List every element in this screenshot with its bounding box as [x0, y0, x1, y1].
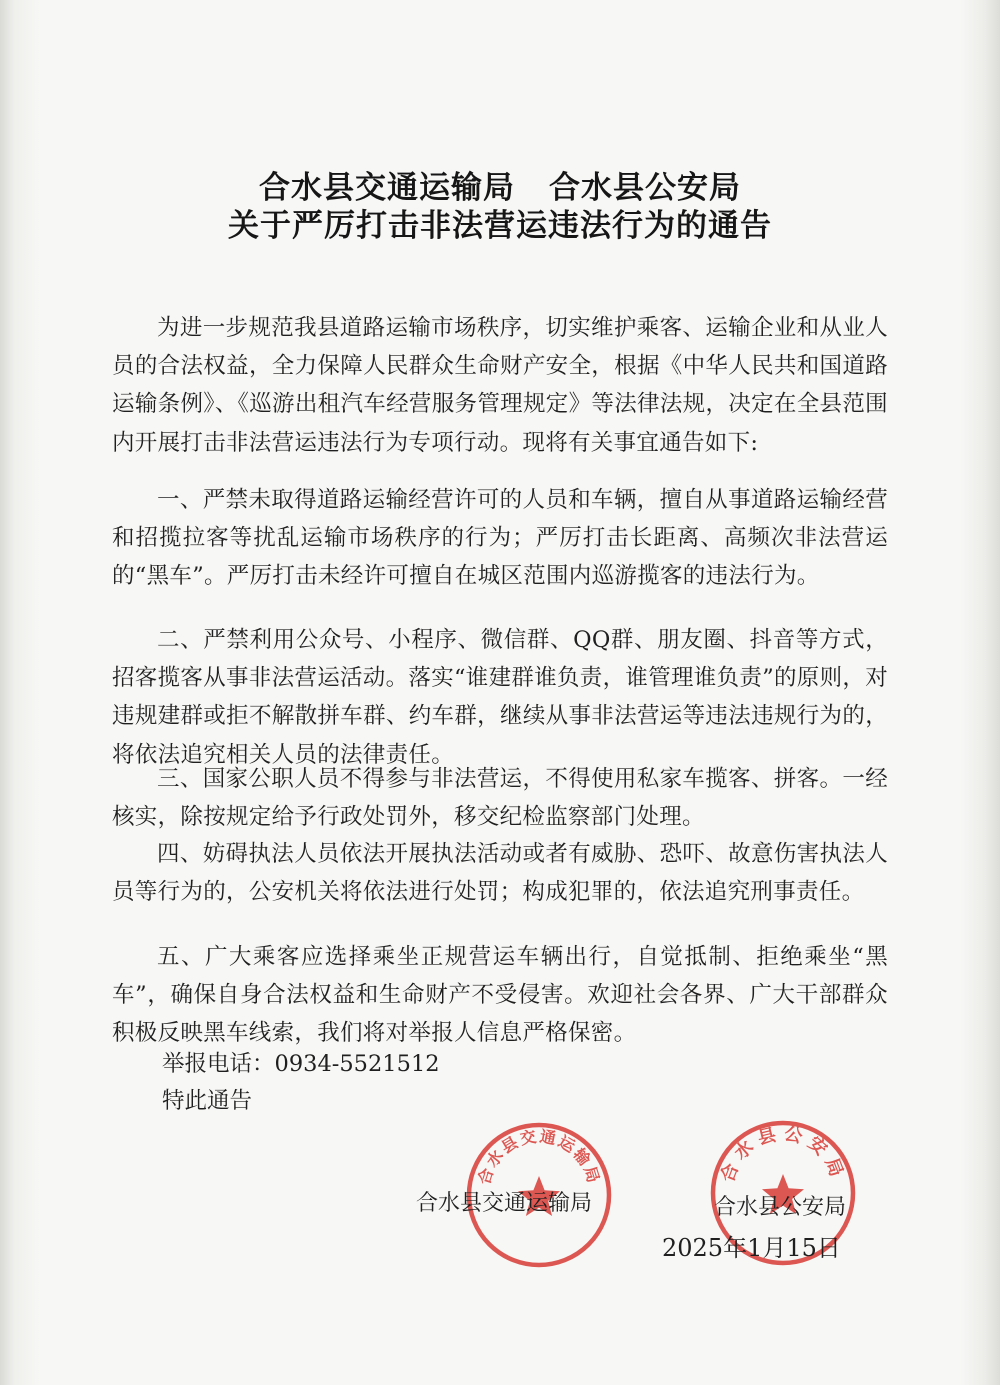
- document-title-subject: 关于严厉打击非法营运违法行为的通告: [228, 208, 772, 244]
- signature-transport-bureau: 合水县交通运输局: [416, 1191, 593, 1216]
- seal-text: 合水县公安局: [717, 1123, 849, 1186]
- report-phone: 举报电话：0934-5521512: [162, 1051, 440, 1077]
- title-issuer-police: 合水县公安局: [549, 170, 741, 206]
- notice-item-4: 四、妨碍执法人员依法开展执法活动或者有威胁、恐吓、故意伤害执法人员等行为的，公安机关将依法进行处罚；构成犯罪的，依法追究刑事责任。: [112, 841, 888, 906]
- notice-item-2: 二、严禁利用公众号、小程序、微信群、QQ群、朋友圈、抖音等方式，招客揽客从事非法营运活动。落实“谁建群谁负责，谁管理谁负责”的原则，对违规建群或拒不解散拼车群、约车群，继续从事非法营运等违法违规行为的，将依法追究相关人员的法律责任。: [112, 627, 889, 768]
- title-issuer-transport: 合水县交通运输局: [259, 170, 515, 206]
- signature-police-bureau: 合水县公安局: [714, 1195, 847, 1220]
- seal-text: 合水县交通运输局: [474, 1126, 604, 1187]
- issue-date: 2025年1月15日: [662, 1234, 841, 1262]
- notice-item-3: 三、国家公职人员不得参与非法营运，不得使用私家车揽客、拼客。一经核实，除按规定给予行政处罚外，移交纪检监察部门处理。: [112, 766, 888, 831]
- notice-item-1: 一、严禁未取得道路运输经营许可的人员和车辆，擅自从事道路运输经营和招揽拉客等扰乱运输市场秩序的行为；严厉打击长距离、高频次非法营运的“黑车”。严厉打击未经许可擅自在城区范围内巡游揽客的违法行为。: [112, 487, 888, 590]
- closing-text: 特此通告: [162, 1088, 253, 1114]
- intro-paragraph: 为进一步规范我县道路运输市场秩序，切实维护乘客、运输企业和从业人员的合法权益，全力保障人民群众生命财产安全，根据《中华人民共和国道路运输条例》、《巡游出租汽车经营服务管理规定》等法律法规，决定在全县范围内开展打击非法营运违法行为专项行动。现将有关事宜通告如下:: [112, 315, 888, 456]
- notice-item-5: 五、广大乘客应选择乘坐正规营运车辆出行，自觉抵制、拒绝乘坐“黑车”，确保自身合法权益和生命财产不受侵害。欢迎社会各界、广大干部群众积极反映黑车线索，我们将对举报人信息严格保密。: [112, 944, 888, 1047]
